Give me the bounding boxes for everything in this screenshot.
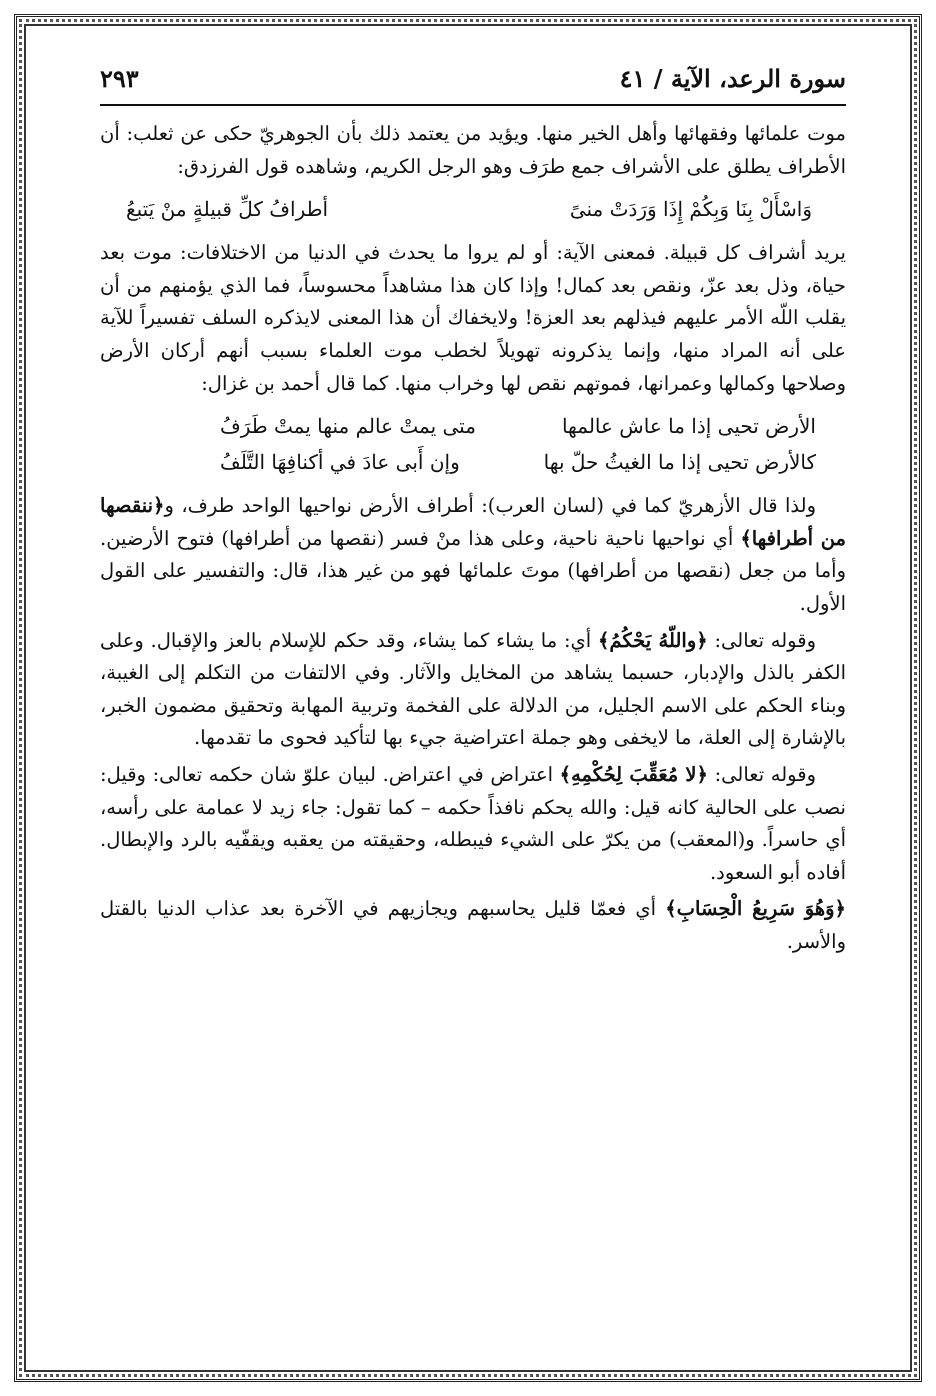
paragraph-4-text-a: وقوله تعالى: — [707, 628, 816, 652]
verse-2-second-hemistich: متى يمتْ عالم منها يمتْ طَرَفُ — [220, 414, 476, 439]
paragraph-2: يريد أشراف كل قبيلة. فمعنى الآية: أو لم يروا ما يحدث في الدنيا من الاختلافات: موت بعد حياة، وذل بعد عزّ، ونقص بعد كمال! وإذا كان هذا مشاهداً محسوساً، فما الذي يؤمنهم من أن يقلب اللّه الأمر عليهم فيذلهم بعد العزة! ولايخفاك أن هذا المعنى لايذكره السلف تفسيراً للآية على أنه المراد منها، وإنما يذكرونه تهويلاً لخطب موت العلماء بسبب أنهم أركان الأرض وصلاحها وكمالها وعمرانها، فموتهم نقص لها وخراب منها. كما قال أحمد بن غزال: — [100, 241, 846, 395]
paragraph-4-text-b: أي: ما يشاء كما يشاء، وقد حكم للإسلام بالعز والإقبال. وعلى الكفر بالذل والإدبار، حسبما يشاهد من المخايل والآثار. وفي الالتفات من التكلم إلى الغيبة، وبناء الحكم على الاسم الجليل، من الدلالة على الفخمة وتربية المهابة وتحقيق مضمون الخبر، بالإشارة إلى العلة، ما لايخفى وهو جملة اعتراضية جيء بها لتأكيد فحوى ما تقدمها. — [100, 628, 846, 750]
paragraph-1: موت علمائها وفقهائها وأهل الخير منها. ويؤيد من يعتمد ذلك بأن الجوهريّ حكى عن ثعلب: أن الأطراف يطلق على الأشراف جمع طرَف وهو الرجل الكريم، وشاهده قول الفرزدق: — [100, 122, 846, 178]
paragraph-6-text: أي فعمّا قليل يحاسبهم ويجازيهم في الآخرة بعد عذاب الدنيا بالقتل والأسر. — [100, 897, 846, 953]
paragraph-5 — [100, 759, 846, 889]
poem-verse-3 — [100, 444, 846, 480]
verse-3-second-hemistich: وإن أَبى عادَ في أكنافِهَا التَّلَفُ — [220, 450, 460, 475]
verse-2-first-hemistich: الأرض تحيى إذا ما عاش عالمها — [561, 414, 816, 439]
quran-quote: ﴿وَهُوَ سَرِيعُ الْحِسَابِ﴾ — [665, 897, 846, 921]
paragraph-5-text-a: وقوله تعالى: — [707, 762, 816, 786]
poem-verse-1 — [100, 191, 846, 227]
paragraph-3-text-a: ولذا قال الأزهريّ كما في (لسان العرب): أطراف الأرض نواحيها الواحد طرف، و — [164, 494, 816, 518]
verse-1-first-hemistich: وَاسْأَلْ بِنَا وَبِكُمْ إِذَا وَرَدَتْ منىً — [569, 197, 812, 222]
header-title: سورة الرعد، الآية / ٤١ — [619, 64, 846, 93]
paragraph-5-text-b: اعتراض في اعتراض. لبيان علوّ شان حكمه تعالى: وقيل: نصب على الحالية كانه قيل: والله يحكم نافذاً حكمه – كما تقول: جاء زيد لا عمامة على رأسه، أي حاسراً. و(المعقب) من يكرّ على الشيء فيبطله، وحقيقته من يعقبه ويقفّيه بالرد والإبطال. أفاده أبو السعود. — [100, 762, 846, 884]
quran-quote: ﴿واللّهُ يَحْكُمُ﴾ — [598, 628, 708, 652]
quran-quote: ﴿ننقصها من أطرافها﴾ — [100, 494, 847, 550]
paragraph-3-text-b: أي نواحيها ناحية ناحية، وعلى هذا منْ فسر (نقصها من أطرافها) فتوح الأرضين. وأما من جعل (نقصها من أطرافها) موتَ علمائها فهو من غير هذا، قال: والتفسير على القول الأول. — [100, 526, 846, 615]
poem-verse-2 — [100, 408, 846, 444]
running-header — [100, 62, 846, 106]
verse-1-second-hemistich: أطرافُ كلِّ قبيلةٍ منْ يَتبعُ — [126, 197, 329, 222]
page-body — [100, 118, 846, 962]
poem-block — [100, 408, 846, 480]
verse-3-first-hemistich: كالأرض تحيى إذا ما الغيثُ حلّ بها — [543, 450, 816, 475]
paragraph-4 — [100, 625, 846, 755]
quran-quote: ﴿لا مُعَقِّبَ لِحُكْمِهِ﴾ — [559, 762, 708, 786]
paragraph-6 — [100, 893, 846, 958]
page-number: ٢٩٣ — [100, 64, 139, 93]
paragraph-3 — [100, 490, 846, 620]
